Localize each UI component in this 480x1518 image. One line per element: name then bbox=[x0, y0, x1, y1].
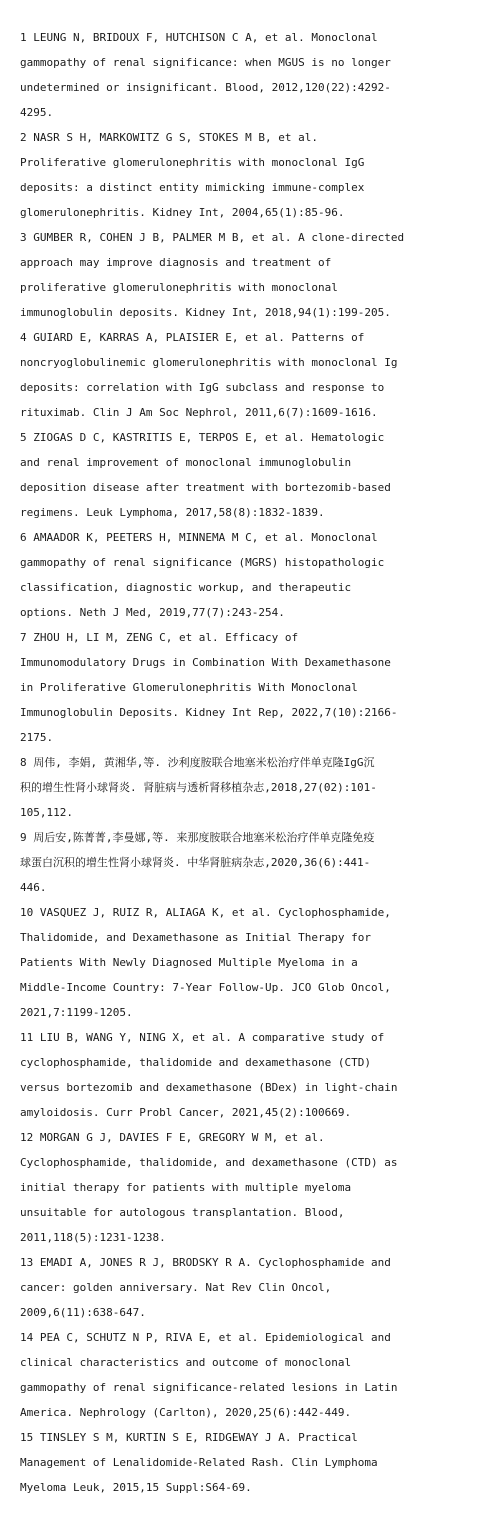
reference-line: Proliferative glomerulonephritis with monoclonal IgG bbox=[20, 156, 365, 169]
reference-line: 10 VASQUEZ J, RUIZ R, ALIAGA K, et al. Cyclophosphamide, bbox=[20, 906, 391, 919]
reference-line: 14 PEA C, SCHUTZ N P, RIVA E, et al. Epidemiological and bbox=[20, 1331, 391, 1344]
reference-line: 6 AMAADOR K, PEETERS H, MINNEMA M C, et al. Monoclonal bbox=[20, 531, 378, 544]
reference-line: Immunomodulatory Drugs in Combination With Dexamethasone bbox=[20, 656, 391, 669]
reference-line: 8 周伟, 李娟, 黄湘华,等. 沙利度胺联合地塞米松治疗伴单克隆IgG沉 bbox=[20, 756, 375, 769]
reference-line: 1 LEUNG N, BRIDOUX F, HUTCHISON C A, et al. Monoclonal bbox=[20, 31, 378, 44]
reference-line: 2009,6(11):638-647. bbox=[20, 1306, 146, 1319]
reference-item-2 bbox=[20, 125, 462, 225]
reference-line: 11 LIU B, WANG Y, NING X, et al. A comparative study of bbox=[20, 1031, 385, 1044]
reference-line: 2011,118(5):1231-1238. bbox=[20, 1231, 166, 1244]
reference-line: gammopathy of renal significance (MGRS) histopathologic bbox=[20, 556, 385, 569]
reference-line: 积的增生性肾小球肾炎. 肾脏病与透析肾移植杂志,2018,27(02):101- bbox=[20, 781, 377, 794]
reference-line: 13 EMADI A, JONES R J, BRODSKY R A. Cyclophosphamide and bbox=[20, 1256, 391, 1269]
reference-line: Cyclophosphamide, thalidomide, and dexamethasone (CTD) as bbox=[20, 1156, 398, 1169]
reference-line: gammopathy of renal significance: when MGUS is no longer bbox=[20, 56, 391, 69]
reference-line: deposits: correlation with IgG subclass and response to bbox=[20, 381, 385, 394]
reference-item-13 bbox=[20, 1250, 462, 1325]
reference-line: deposits: a distinct entity mimicking immune-complex bbox=[20, 181, 365, 194]
reference-list bbox=[20, 25, 462, 1500]
reference-line: cyclophosphamide, thalidomide and dexamethasone (CTD) bbox=[20, 1056, 371, 1069]
reference-line: 球蛋白沉积的增生性肾小球肾炎. 中华肾脏病杂志,2020,36(6):441- bbox=[20, 856, 371, 869]
reference-item-10 bbox=[20, 900, 462, 1025]
reference-line: clinical characteristics and outcome of monoclonal bbox=[20, 1356, 352, 1369]
reference-item-4 bbox=[20, 325, 462, 425]
reference-line: Management of Lenalidomide-Related Rash. Clin Lymphoma bbox=[20, 1456, 378, 1469]
reference-line: Immunoglobulin Deposits. Kidney Int Rep, 2022,7(10):2166- bbox=[20, 706, 398, 719]
reference-item-11 bbox=[20, 1025, 462, 1125]
reference-line: proliferative glomerulonephritis with monoclonal bbox=[20, 281, 338, 294]
reference-line: Patients With Newly Diagnosed Multiple Myeloma in a bbox=[20, 956, 358, 969]
reference-line: 12 MORGAN G J, DAVIES F E, GREGORY W M, et al. bbox=[20, 1131, 325, 1144]
reference-line: unsuitable for autologous transplantation. Blood, bbox=[20, 1206, 345, 1219]
reference-line: Myeloma Leuk, 2015,15 Suppl:S64-69. bbox=[20, 1481, 252, 1494]
reference-line: undetermined or insignificant. Blood, 2012,120(22):4292- bbox=[20, 81, 391, 94]
reference-line: 2021,7:1199-1205. bbox=[20, 1006, 133, 1019]
reference-line: immunoglobulin deposits. Kidney Int, 2018,94(1):199-205. bbox=[20, 306, 391, 319]
reference-line: 2175. bbox=[20, 731, 54, 744]
reference-line: 3 GUMBER R, COHEN J B, PALMER M B, et al. A clone-directed bbox=[20, 231, 405, 244]
reference-item-1 bbox=[20, 25, 462, 125]
reference-item-8 bbox=[20, 750, 462, 825]
reference-line: approach may improve diagnosis and treatment of bbox=[20, 256, 332, 269]
reference-item-9 bbox=[20, 825, 462, 900]
reference-line: versus bortezomib and dexamethasone (BDex) in light-chain bbox=[20, 1081, 398, 1094]
reference-line: gammopathy of renal significance-related lesions in Latin bbox=[20, 1381, 398, 1394]
reference-line: 9 周后安,陈菁菁,李曼娜,等. 来那度胺联合地塞米松治疗伴单克隆免疫 bbox=[20, 831, 375, 844]
reference-line: 4295. bbox=[20, 106, 54, 119]
reference-item-6 bbox=[20, 525, 462, 625]
reference-item-5 bbox=[20, 425, 462, 525]
reference-line: 7 ZHOU H, LI M, ZENG C, et al. Efficacy of bbox=[20, 631, 299, 644]
reference-line: cancer: golden anniversary. Nat Rev Clin Oncol, bbox=[20, 1281, 332, 1294]
reference-line: 15 TINSLEY S M, KURTIN S E, RIDGEWAY J A. Practical bbox=[20, 1431, 358, 1444]
reference-line: deposition disease after treatment with bortezomib-based bbox=[20, 481, 391, 494]
reference-line: classification, diagnostic workup, and therapeutic bbox=[20, 581, 352, 594]
reference-line: 105,112. bbox=[20, 806, 73, 819]
reference-item-3 bbox=[20, 225, 462, 325]
reference-line: options. Neth J Med, 2019,77(7):243-254. bbox=[20, 606, 285, 619]
reference-line: 4 GUIARD E, KARRAS A, PLAISIER E, et al. Patterns of bbox=[20, 331, 365, 344]
reference-line: 2 NASR S H, MARKOWITZ G S, STOKES M B, et al. bbox=[20, 131, 319, 144]
reference-line: America. Nephrology (Carlton), 2020,25(6):442-449. bbox=[20, 1406, 352, 1419]
reference-line: noncryoglobulinemic glomerulonephritis with monoclonal Ig bbox=[20, 356, 398, 369]
reference-item-12 bbox=[20, 1125, 462, 1250]
reference-line: glomerulonephritis. Kidney Int, 2004,65(1):85-96. bbox=[20, 206, 345, 219]
reference-line: 446. bbox=[20, 881, 47, 894]
reference-line: and renal improvement of monoclonal immunoglobulin bbox=[20, 456, 352, 469]
reference-line: Middle-Income Country: 7-Year Follow-Up. JCO Glob Oncol, bbox=[20, 981, 391, 994]
reference-line: initial therapy for patients with multiple myeloma bbox=[20, 1181, 352, 1194]
reference-line: regimens. Leuk Lymphoma, 2017,58(8):1832-1839. bbox=[20, 506, 325, 519]
reference-item-14 bbox=[20, 1325, 462, 1425]
reference-line: Thalidomide, and Dexamethasone as Initial Therapy for bbox=[20, 931, 371, 944]
reference-item-15 bbox=[20, 1425, 462, 1500]
reference-line: amyloidosis. Curr Probl Cancer, 2021,45(2):100669. bbox=[20, 1106, 352, 1119]
reference-line: in Proliferative Glomerulonephritis With Monoclonal bbox=[20, 681, 358, 694]
reference-line: 5 ZIOGAS D C, KASTRITIS E, TERPOS E, et al. Hematologic bbox=[20, 431, 385, 444]
reference-item-7 bbox=[20, 625, 462, 750]
reference-line: rituximab. Clin J Am Soc Nephrol, 2011,6(7):1609-1616. bbox=[20, 406, 378, 419]
